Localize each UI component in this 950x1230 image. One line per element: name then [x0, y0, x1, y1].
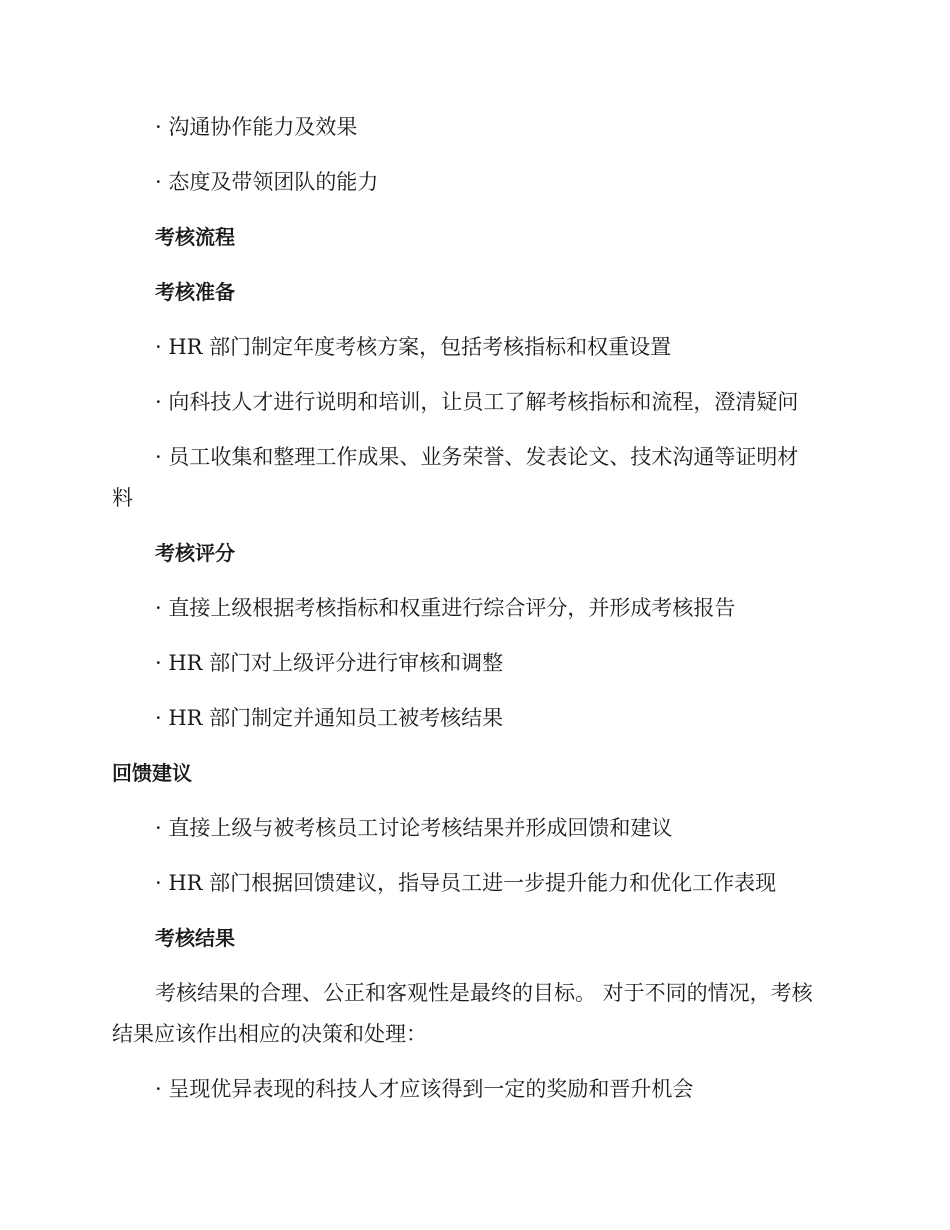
bullet-item: · 直接上级与被考核员工讨论考核结果并形成回馈和建议: [155, 816, 673, 840]
bullet-item: · 沟通协作能力及效果: [155, 115, 358, 139]
paragraph-line: 考核结果的合理、公正和客观性是最终的目标。 对于不同的情况，考核: [155, 981, 813, 1005]
subsection-heading: 考核准备: [155, 280, 235, 304]
bullet-item: · HR 部门根据回馈建议，指导员工进一步提升能力和优化工作表现: [155, 871, 777, 895]
section-heading: 考核流程: [155, 225, 235, 249]
bullet-item: · HR 部门制定年度考核方案，包括考核指标和权重设置: [155, 335, 672, 359]
bullet-item: · 态度及带领团队的能力: [155, 170, 379, 194]
subsection-heading: 考核评分: [155, 541, 235, 565]
paragraph-line: 结果应该作出相应的决策和处理：: [112, 1022, 427, 1046]
bullet-item: · 呈现优异表现的科技人才应该得到一定的奖励和晋升机会: [155, 1077, 694, 1101]
subsection-heading: 回馈建议: [112, 761, 192, 785]
bullet-item: · HR 部门对上级评分进行审核和调整: [155, 651, 504, 675]
bullet-item: · 员工收集和整理工作成果、业务荣誉、发表论文、技术沟通等证明材: [155, 445, 799, 469]
bullet-item-continuation: 料: [112, 486, 133, 510]
section-heading: 考核结果: [155, 926, 235, 950]
bullet-item: · 向科技人才进行说明和培训，让员工了解考核指标和流程，澄清疑问: [155, 390, 799, 414]
bullet-item: · HR 部门制定并通知员工被考核结果: [155, 706, 504, 730]
bullet-item: · 直接上级根据考核指标和权重进行综合评分，并形成考核报告: [155, 596, 736, 620]
